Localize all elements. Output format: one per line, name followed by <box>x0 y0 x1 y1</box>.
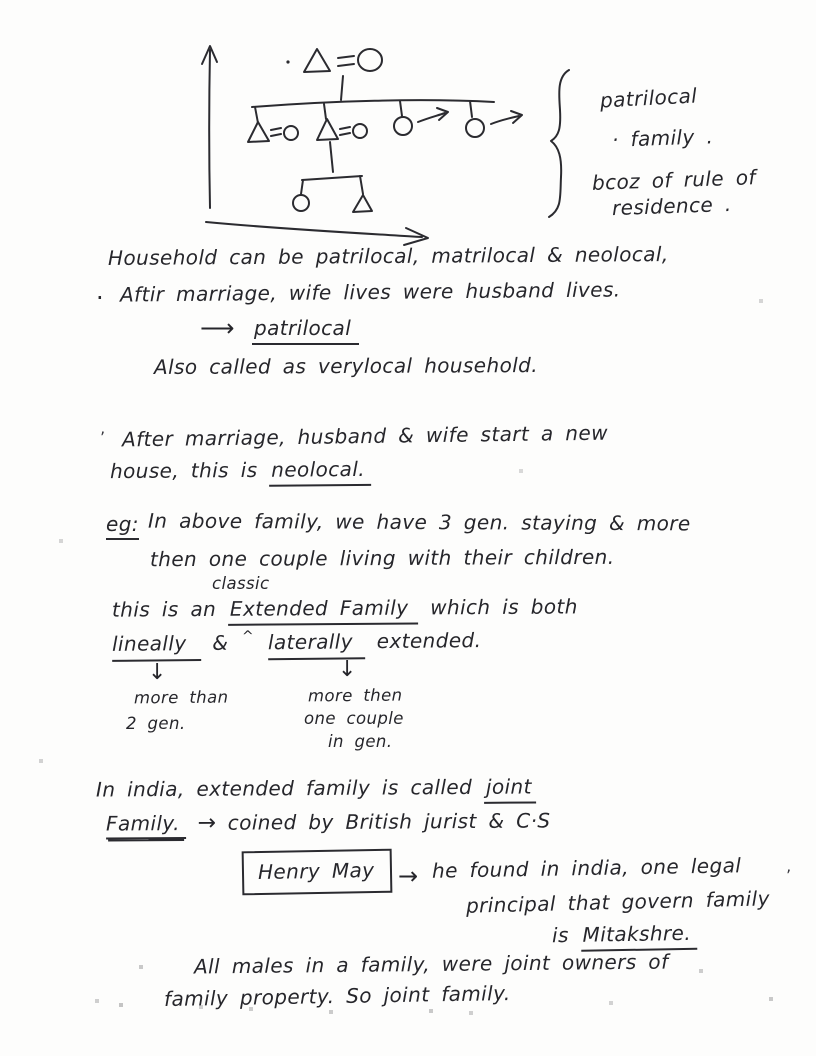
coined-text: coined by British jurist & C·S <box>227 808 551 835</box>
note-line-neolocal-1: After marriage, husband & wife start a new <box>121 420 609 452</box>
top-couple-symbols <box>286 49 382 100</box>
down-arrow-icon: ↓ <box>148 660 167 685</box>
classic-insert: classic <box>212 574 270 593</box>
laterally-note-2: one couple <box>304 709 404 728</box>
note-line-eg-1: In above family, we have 3 gen. staying & more <box>147 508 691 536</box>
note-line-extended <box>112 594 578 621</box>
right-arrow-icon: → <box>398 862 419 890</box>
extended-pre: this is an <box>111 596 228 622</box>
generation-axis-arrow <box>202 46 217 208</box>
laterally-note-1: more then <box>307 685 403 706</box>
lineally-term: lineally <box>112 631 201 662</box>
joint-term: joint <box>484 774 536 803</box>
note-line-coined <box>106 808 551 837</box>
tick-icon: ’ <box>100 428 106 447</box>
note-line-neolocal-2 <box>110 457 371 483</box>
laterally-term: laterally <box>268 629 365 660</box>
side-note-line3: bcoz of rule of <box>591 165 757 195</box>
time-axis-arrow <box>206 222 428 245</box>
tick-icon: ’ <box>786 866 792 885</box>
lineally-note-2: 2 gen. <box>126 714 186 733</box>
side-note-line1: patrilocal <box>599 83 698 113</box>
side-note-line4: residence . <box>611 191 732 221</box>
is-text: is <box>551 922 581 948</box>
neolocal-term: neolocal. <box>269 457 371 487</box>
extended-post: which is both <box>430 594 578 620</box>
ampersand: & <box>212 630 241 655</box>
note-line-males-2: family property. So joint family. <box>163 980 511 1012</box>
bullet-icon: · <box>96 284 104 312</box>
note-line-after-marriage: Aftir marriage, wife lives were husband lives. <box>119 277 621 307</box>
laterally-note-3: in gen. <box>328 732 393 751</box>
mitakshre-term: Mitakshre. <box>580 921 697 952</box>
note-line-lineally <box>112 628 482 656</box>
note-line-also-called: Also called as verylocal household. <box>153 352 539 380</box>
sibling-line <box>252 100 494 123</box>
right-arrow-icon: → <box>197 810 217 836</box>
patrilocal-term: patrilocal <box>252 316 359 345</box>
eg-label: eg: <box>106 512 139 540</box>
henry-may-box: Henry May <box>242 849 393 896</box>
caret-icon: ^ <box>241 628 255 645</box>
extended-tail: extended. <box>376 628 482 654</box>
note-line-found-3 <box>552 921 697 948</box>
note-line-found-2: principal that govern family <box>465 886 771 918</box>
couple1-symbols <box>248 122 298 142</box>
couple2-symbols <box>317 119 367 140</box>
side-note-line2: · family . <box>611 124 714 152</box>
curly-brace <box>549 70 569 217</box>
note-line-found-1: he found in india, one legal <box>431 853 742 883</box>
note-line-household: Household can be patrilocal, matrilocal & neolocal, <box>107 242 669 270</box>
india-pre: In india, extended family is called <box>95 774 485 802</box>
family-term: Family. <box>106 811 186 840</box>
note-line-india <box>96 774 536 801</box>
note-line-males-1: All males in a family, were joint owners of <box>193 949 669 979</box>
note-line-eg-2: then one couple living with their children. <box>149 544 615 572</box>
grandchildren-symbols <box>293 142 372 212</box>
down-arrow-icon: ↓ <box>338 657 357 682</box>
daughter4-symbol <box>466 111 522 137</box>
neolocal-line-pre: house, this is <box>109 457 270 484</box>
right-arrow-icon: ⟶ <box>200 314 235 342</box>
extended-family-term: Extended Family <box>228 595 419 625</box>
lineally-note-1: more than <box>133 687 229 708</box>
